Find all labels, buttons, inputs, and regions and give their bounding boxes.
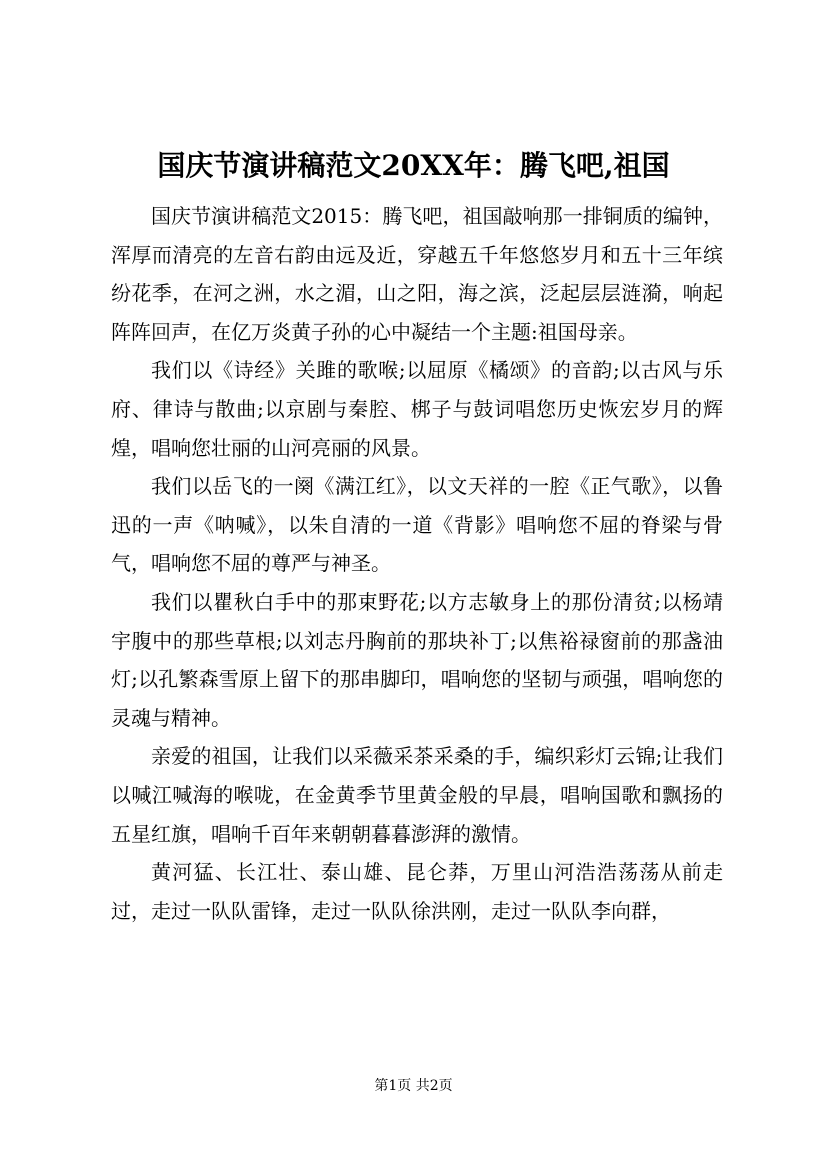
- paragraph-5: 亲爱的祖国，让我们以采薇采茶采桑的手，编织彩灯云锦;让我们以喊江喊海的喉咙，在金黄季节里黄金般的早晨，唱响国歌和飘扬的五星红旗，唱响千百年来朝朝暮暮澎湃的激情。: [111, 744, 723, 846]
- paragraph-3: 我们以岳飞的一阕《满江红》，以文天祥的一腔《正气歌》，以鲁迅的一声《呐喊》，以朱自清的一道《背影》唱响您不屈的脊梁与骨气，唱响您不屈的尊严与神圣。: [111, 474, 723, 576]
- document-body: [111, 197, 723, 930]
- paragraph-6: 黄河猛、长江壮、泰山雄、昆仑莽，万里山河浩浩荡荡从前走过，走过一队队雷锋，走过一队队徐洪刚，走过一队队李向群，: [111, 860, 723, 923]
- page-title: 国庆节演讲稿范文20XX年：腾飞吧,祖国: [157, 149, 670, 182]
- paragraph-4: 我们以瞿秋白手中的那束野花;以方志敏身上的那份清贫;以杨靖宇腹中的那些草根;以刘志丹胸前的那块补丁;以焦裕禄窗前的那盏油灯;以孔繁森雪原上留下的那串脚印，唱响您的坚韧与顽强，唱响您的灵魂与精神。: [111, 589, 723, 730]
- paragraph-1: 国庆节演讲稿范文2015：腾飞吧，祖国敲响那一排铜质的编钟，浑厚而清亮的左音右韵由远及近，穿越五千年悠悠岁月和五十三年缤纷花季，在河之洲，水之湄，山之阳，海之滨，泛起层层涟漪，响起阵阵回声，在亿万炎黄子孙的心中凝结一个主题:祖国母亲。: [111, 204, 723, 344]
- page-footer: 第1页 共2页: [374, 1078, 453, 1094]
- paragraph-2: 我们以《诗经》关雎的歌喉;以屈原《橘颂》的音韵;以古风与乐府、律诗与散曲;以京剧与秦腔、梆子与鼓词唱您历史恢宏岁月的辉煌，唱响您壮丽的山河亮丽的风景。: [111, 358, 723, 460]
